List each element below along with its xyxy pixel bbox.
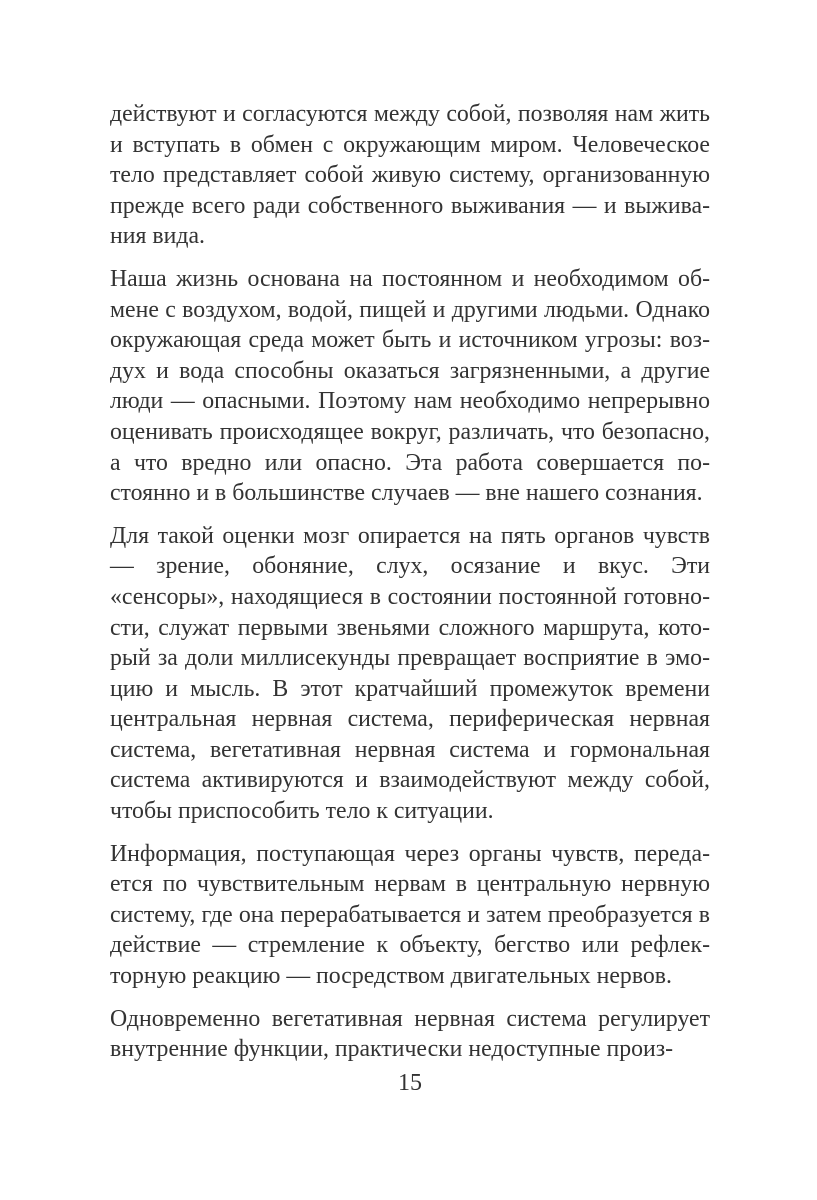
body-paragraph-1: действуют и согласуются между собой, позволяя нам жить и вступать в обмен с окружающим миром. Человеческое тело представляет собой живую систему, организованную прежде всего ради собственного выживания — и выживания вида.: [110, 101, 710, 250]
page-text-block: [110, 99, 710, 1065]
body-paragraph-2: Наша жизнь основана на постоянном и необходимом обмене с воздухом, водой, пищей и другими людьми. Однако окружающая среда может быть и источником угрозы: воздух и вода способны оказаться загрязненными, а другие люди — опасными. Поэтому нам необходимо непрерывно оценивать происходящее вокруг, различать, что безопасно, а что вредно или опасно. Эта работа совершается постоянно и в большинстве случаев — вне нашего сознания.: [110, 265, 710, 507]
body-paragraph-5: Одновременно вегетативная нервная система регулирует внутренние функции, практически недоступные произ-: [110, 1005, 710, 1063]
page-number: 15: [398, 1070, 422, 1096]
body-paragraph-3: Для такой оценки мозг опирается на пять органов чувств — зрение, обоняние, слух, осязание и вкус. Эти «сенсоры», находящиеся в состоянии постоянной готовности, служат первыми звеньями сложного маршрута, который за доли миллисекунды превращает восприятие в эмоцию и мысль. В этот кратчайший промежуток времени центральная нервная система, периферическая нервная система, вегетативная нервная система и гормональная система активируются и взаимодействуют между собой, чтобы приспособить тело к ситуации.: [110, 522, 710, 825]
body-paragraph-4: Информация, поступающая через органы чувств, передается по чувствительным нервам в центральную нервную систему, где она перерабатывается и затем преобразуется в действие — стремление к объекту, бегство или рефлекторную реакцию — посредством двигательных нервов.: [110, 840, 710, 990]
